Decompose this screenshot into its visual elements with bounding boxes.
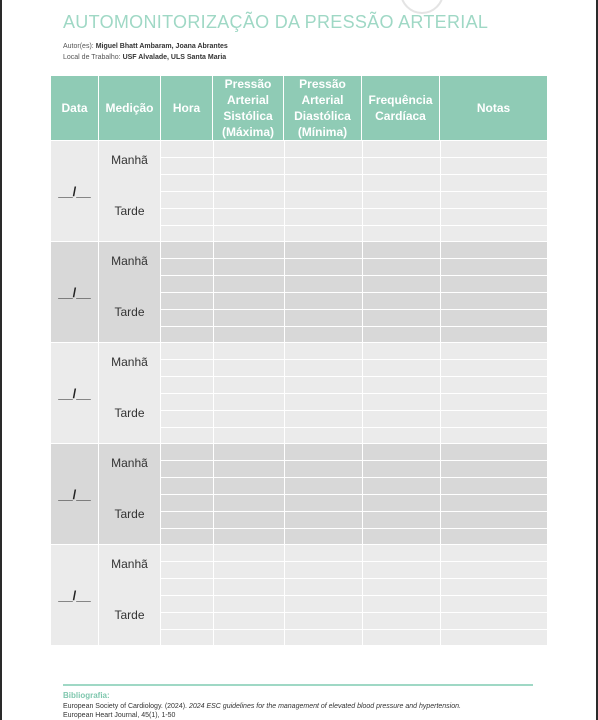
- morning-label: Manhã: [99, 343, 161, 393]
- header-measure: Medição: [99, 76, 161, 140]
- grid-row-line: [161, 561, 547, 562]
- authors-value: Miguel Bhatt Ambaram, Joana Abrantes: [95, 43, 228, 50]
- grid-row-line: [161, 191, 547, 192]
- grid-row-line: [161, 393, 547, 394]
- grid-row-line: [161, 275, 547, 276]
- table-row-group: [51, 140, 547, 241]
- grid-row-line: [161, 494, 547, 495]
- bibliography-title: Bibliografia:: [63, 691, 110, 700]
- date-cell: __/__: [51, 242, 99, 343]
- grid-row-line: [161, 629, 547, 630]
- grid-row-line: [161, 225, 547, 226]
- workplace-label: Local de Trabalho:: [63, 54, 121, 61]
- header-diastolic: [284, 76, 362, 140]
- header-time: Hora: [161, 76, 213, 140]
- grid-row-line: [161, 208, 547, 209]
- bibliography-entry: [63, 703, 461, 710]
- bibliography-journal: European Heart Journal, 45(1), 1-50: [63, 712, 176, 719]
- afternoon-label: Tarde: [99, 494, 161, 544]
- workplace-line: [63, 54, 226, 61]
- grid-row-line: [161, 528, 547, 529]
- grid-row-line: [161, 595, 547, 596]
- grid-row-line: [161, 359, 547, 360]
- grid-row-line: [161, 174, 547, 175]
- header-diastolic-line: Arterial: [301, 93, 344, 107]
- bibliography-work-title: 2024 ESC guidelines for the management of elevated blood pressure and hypertension.: [188, 703, 461, 710]
- grid-row-line: [161, 477, 547, 478]
- grid-row-line: [161, 427, 547, 428]
- grid-row-line: [161, 376, 547, 377]
- authors-line: [63, 43, 228, 50]
- morning-label: Manhã: [99, 545, 161, 595]
- afternoon-label: Tarde: [99, 393, 161, 443]
- header-systolic-line: Sistólica: [223, 109, 273, 123]
- date-cell: __/__: [51, 545, 99, 646]
- morning-label: Manhã: [99, 444, 161, 494]
- table-row-group: [51, 544, 547, 645]
- header-systolic: [213, 76, 284, 140]
- document-title: AUTOMONITORIZAÇÃO DA PRESSÃO ARTERIAL: [63, 12, 489, 32]
- grid-row-line: [161, 326, 547, 327]
- table-row-group: [51, 443, 547, 544]
- header-notes: Notas: [476, 101, 511, 115]
- grid-row-line: [161, 460, 547, 461]
- morning-label: Manhã: [99, 141, 161, 191]
- grid-row-line: [161, 292, 547, 293]
- bibliography-prefix: European Society of Cardiology. (2024).: [63, 703, 187, 710]
- footer-divider: [63, 684, 533, 686]
- header-systolic-line: Arterial: [226, 93, 269, 107]
- authors-label: Autor(es):: [63, 43, 94, 50]
- workplace-value: USF Alvalade, ULS Santa Maria: [122, 54, 227, 61]
- table-row-group: [51, 241, 547, 342]
- grid-row-line: [161, 258, 547, 259]
- header-diastolic-line: Diastólica: [294, 109, 351, 123]
- afternoon-label: Tarde: [99, 292, 161, 342]
- morning-label: Manhã: [99, 242, 161, 292]
- grid-row-line: [161, 578, 547, 579]
- date-cell: __/__: [51, 141, 99, 242]
- header-heart-rate-line: Cardíaca: [375, 109, 426, 123]
- header-diastolic-line: (Mínima): [297, 125, 348, 139]
- grid-row-line: [161, 410, 547, 411]
- grid-row-line: [161, 309, 547, 310]
- header-heart-rate-line: Frequência: [368, 93, 433, 107]
- afternoon-label: Tarde: [99, 191, 161, 241]
- header-systolic-line: (Máxima): [221, 125, 274, 139]
- date-cell: __/__: [51, 343, 99, 444]
- header-diastolic-line: Pressão: [299, 77, 346, 91]
- grid-row-line: [161, 511, 547, 512]
- page-border-left: [0, 0, 2, 720]
- table-header: [51, 76, 547, 140]
- grid-row-line: [161, 157, 547, 158]
- date-cell: __/__: [51, 444, 99, 545]
- afternoon-label: Tarde: [99, 595, 161, 645]
- header-heart-rate: [362, 76, 440, 140]
- header-systolic-line: Pressão: [224, 77, 272, 91]
- header-date: Data: [51, 76, 99, 140]
- grid-row-line: [161, 612, 547, 613]
- table-row-group: [51, 342, 547, 443]
